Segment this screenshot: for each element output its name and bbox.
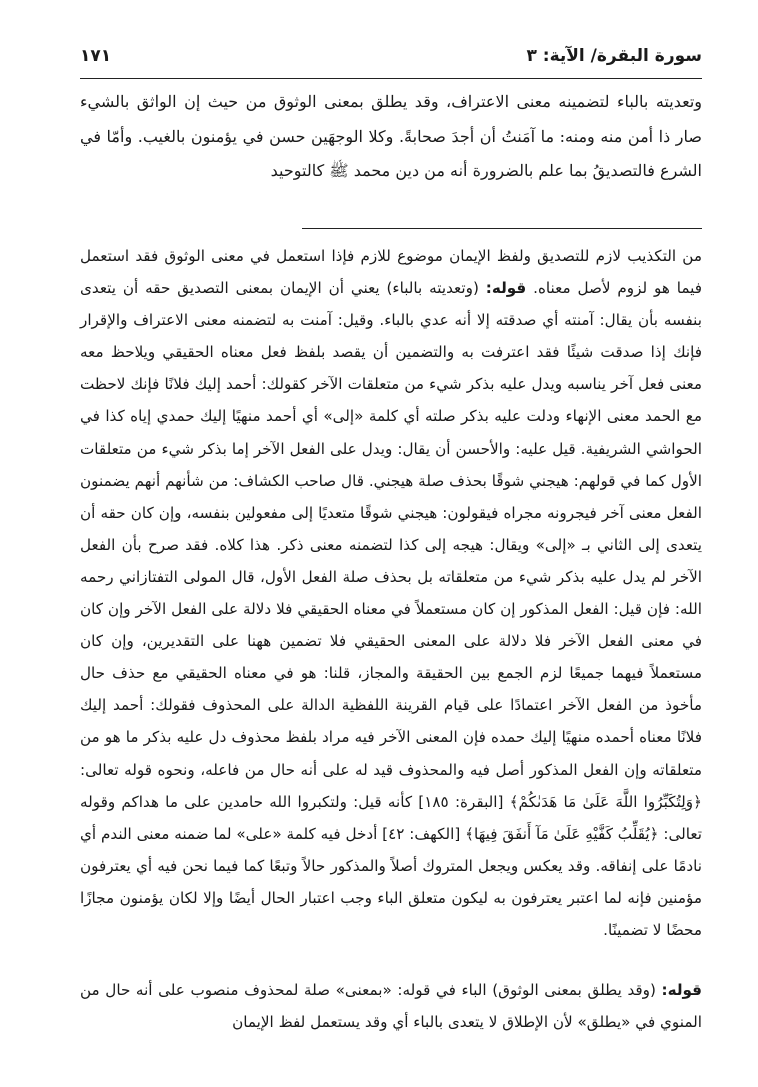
page-header	[80, 38, 702, 79]
commentary-text: (وقد يطلق بمعنى الوثوق) الباء في قوله: «بمعنى» صلة لمحذوف منصوب على أنه حال من المنوي في «يطلق» لأن الإطلاق لا يتعدى بالباء أي وقد يستعمل لفظ الإيمان	[80, 981, 702, 1032]
main-text-block	[80, 85, 702, 189]
commentary-block	[80, 240, 702, 1038]
commentary-paragraph	[80, 240, 702, 946]
main-text-paragraph: وتعديته بالباء لتضمينه معنى الاعتراف، وقد يطلق بمعنى الوثوق من حيث إن الواثق بالشيء صار ذا أمن منه ومنه: ما آمَنتُ أن أجدَ صحابةً. وكلا الوجهَين حسن في يؤمنون بالغيب. وأمّا في الشرع فالتصديقُ بما علم بالضرورة أنه من دين محمد ﷺ كالتوحيد	[80, 92, 702, 180]
commentary-lemma-marker: قوله:	[661, 981, 702, 1000]
commentary-paragraph	[80, 974, 702, 1038]
running-head: سورة البقرة/ الآية: ٣	[526, 46, 702, 66]
page-number: ١٧١	[80, 46, 112, 66]
footnote-separator	[302, 228, 702, 229]
commentary-text: (وتعديته بالباء) يعني أن الإيمان بمعنى التصديق حقه أن يتعدى بنفسه بأن يقال: آمنته أي صدقته إلا أنه عدي بالباء. وقيل: آمنت به لتضمنه معنى الاعتراف والإقرار فإنك إذا صدقت شيئًا فقد اعترفت به والتضمين أن يقصد بلفظ فعل معناه الحقيقي ويلاحظ معه معنى فعل آخر يناسبه ويدل عليه بذكر شيء من متعلقات الآخر كقولك: أحمد إليك فلانًا فإنك لاحظت مع الحمد معنى الإنهاء ودلت عليه بذكر صلته أي كلمة «إلى» أي أحمد منهيًا إليك حمدي إياه كذا في الحواشي الشريفية. قيل عليه: والأحسن أن يقال: ويدل على الفعل الآخر إما بذكر شيء من متعلقات الأول كما في قولهم: هيجني شوقًا بحذف صلة هيجني. قال صاحب الكشاف: من شأنهم أنهم يضمنون الفعل معنى آخر فيجرونه مجراه فيقولون: هيجني شوقًا متعديًا إلى مفعولين بنفسه، وإن كان حقه أن يتعدى إلى الثاني بـ «إلى» ويقال: هيجه إلى كذا لتضمنه معنى ذكر. هذا كلاه. فقد صرح بأن الفعل الآخر لم يدل عليه بذكر شيء من متعلقاته بل بحذف صلة الفعل الأول، قال المولى التفتازاني رحمه الله: فإن قيل: الفعل المذكور إن كان مستعملاً في معناه الحقيقي فلا دلالة على الفعل الآخر وإن كان في معنى الفعل الآخر فلا دلالة على المعنى الحقيقي فلا تضمين ههنا على التقديرين، وإن كان مستعملاً فيهما جميعًا لزم الجمع بين الحقيقة والمجاز، قلنا: هو في معناه الحقيقي مع حذف حال مأخوذ من الفعل الآخر اعتمادًا على قيام القرينة اللفظية الدالة على المحذوف فقولك: أحمد إليك فلانًا معناه أحمده منهيًا إليك حمده فإن المعنى الآخر فيه مراد بلفظ محذوف دل عليه بذكر ما هو من متعلقاته وإن الفعل المذكور أصل فيه والمحذوف قيد له على أنه حال من فاعله، ونحوه قوله تعالى: ﴿وَلِتُكَبِّرُوا اللَّهَ عَلَىٰ مَا هَدَىٰكُمْ﴾ [البقرة: ١٨٥] كأنه قيل: ولتكبروا الله حامدين على ما هداكم وقوله تعالى: ﴿يُقَلِّبُ كَفَّيْهِ عَلَىٰ مَآ أَنفَقَ فِيهَا﴾ [الكهف: ٤٢] أدخل فيه كلمة «على» لما ضمنه معنى الندم أي نادمًا على إنفاقه. وقد يعكس ويجعل المتروك أصلاً والمذكور حالاً وتبعًا كما فيما نحن فيه أي يعترفون مؤمنين فإنه لما اعتبر يعترفون به ليكون متعلق الباء وجب اعتبار الحال أيضًا وإلا لكان يؤمنون مجازًا محضًا لا تضمينًا.	[80, 279, 703, 939]
commentary-lemma-marker: قوله:	[485, 279, 527, 298]
commentary-text: من التكذيب لازم للتصديق ولفظ الإيمان موضوع للازم فإذا استعمل في معنى الوثوق فقد استعمل فيما هو لزوم لأصل معناه.	[80, 247, 703, 298]
